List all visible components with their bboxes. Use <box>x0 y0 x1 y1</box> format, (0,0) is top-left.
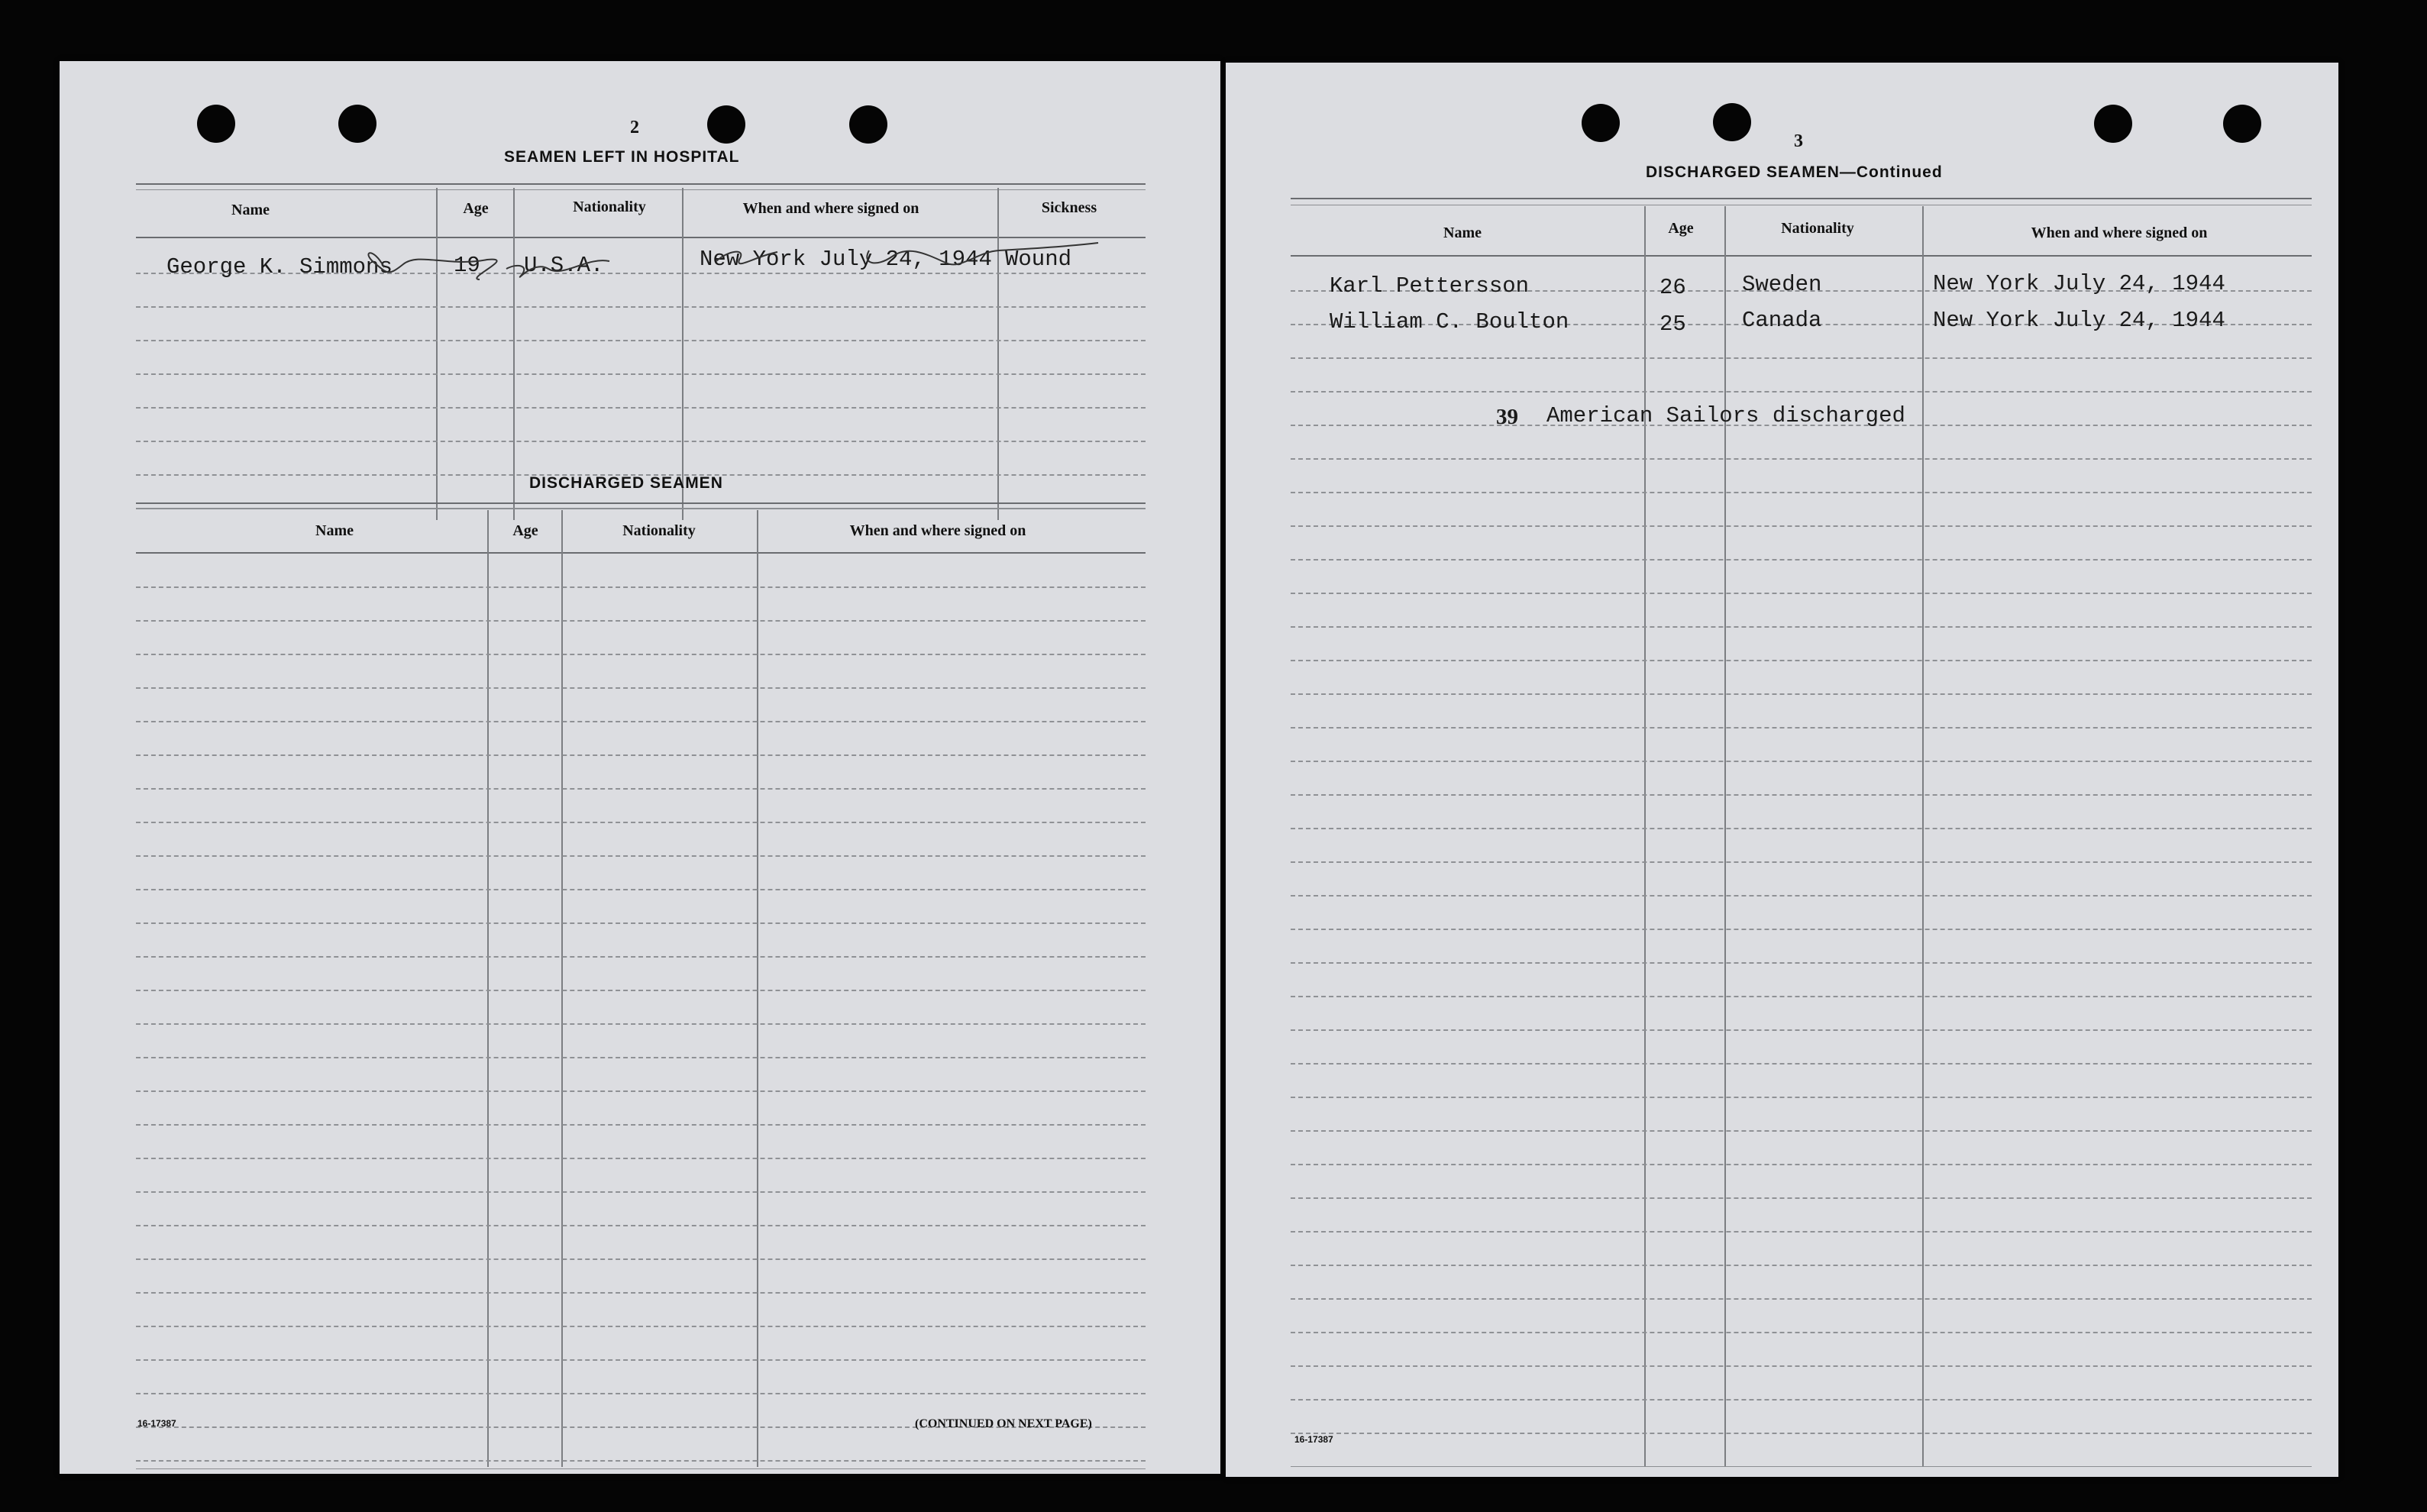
punch-hole <box>338 105 376 143</box>
row-rule <box>136 1393 1146 1394</box>
row-rule <box>136 822 1146 823</box>
discharged-continued-title: DISCHARGED SEAMEN—Continued <box>1646 163 1943 181</box>
row-rule <box>1291 1265 2312 1266</box>
row-rule <box>136 654 1146 655</box>
column-divider <box>1922 206 1924 1466</box>
hospital-row-nationality: U.S.A. <box>524 253 604 278</box>
row-rule <box>136 306 1146 308</box>
discharged-row-signed-on: New York July 24, 1944 <box>1933 308 2225 333</box>
row-rule <box>1291 1029 2312 1031</box>
punch-hole <box>1713 103 1751 141</box>
hospital-row-signed-on: New York July 24, 1944 <box>700 247 992 272</box>
column-header-age: Age <box>463 200 489 217</box>
hospital-row-name: George K. Simmons <box>166 254 393 279</box>
row-rule <box>1291 794 2312 796</box>
row-rule <box>136 1124 1146 1126</box>
column-header-signed-on: When and where signed on <box>2031 225 2208 241</box>
punch-hole <box>2223 105 2261 143</box>
row-rule <box>1291 761 2312 762</box>
column-header-nationality: Nationality <box>1781 220 1854 237</box>
header-underline <box>1291 255 2312 257</box>
column-header-nationality: Nationality <box>573 199 646 215</box>
discharged-row-age: 26 <box>1659 275 1686 300</box>
header-underline <box>136 552 1146 554</box>
row-rule <box>1291 492 2312 493</box>
row-rule <box>136 1090 1146 1092</box>
right-page <box>1226 63 2338 1477</box>
row-rule <box>136 990 1146 991</box>
row-rule <box>1291 1231 2312 1233</box>
left-page <box>60 61 1220 1474</box>
table-top-rule <box>136 189 1146 190</box>
row-rule <box>1291 693 2312 695</box>
row-rule <box>136 441 1146 442</box>
row-rule <box>136 407 1146 409</box>
discharged-row-name: Karl Pettersson <box>1330 273 1530 299</box>
discharged-row-name: William C. Boulton <box>1330 309 1569 334</box>
row-rule <box>1291 929 2312 930</box>
row-rule <box>1291 1433 2312 1434</box>
row-rule <box>136 586 1146 588</box>
hospital-row-age: 19 <box>454 253 480 278</box>
row-rule <box>136 1292 1146 1294</box>
row-rule <box>136 1158 1146 1159</box>
table-top-rule <box>136 502 1146 504</box>
discharged-row-nationality: Canada <box>1742 308 1822 333</box>
row-rule <box>136 754 1146 756</box>
row-rule <box>136 1225 1146 1226</box>
row-rule <box>136 788 1146 790</box>
column-header-name: Name <box>1443 225 1482 241</box>
row-rule <box>1291 1197 2312 1199</box>
punch-hole <box>707 105 745 144</box>
column-divider <box>1644 206 1646 1466</box>
column-header-name: Name <box>315 522 354 539</box>
column-header-name: Name <box>231 202 270 218</box>
continued-note: (CONTINUED ON NEXT PAGE) <box>915 1417 1092 1430</box>
discharged-row-nationality: Sweden <box>1742 272 1822 297</box>
form-number: 16-17387 <box>137 1418 176 1429</box>
row-rule <box>1291 996 2312 997</box>
row-rule <box>1291 1399 2312 1401</box>
row-rule <box>1291 1164 2312 1165</box>
row-rule <box>1291 1298 2312 1300</box>
row-rule <box>1291 626 2312 628</box>
column-header-signed-on: When and where signed on <box>742 200 919 217</box>
row-rule <box>1291 1365 2312 1367</box>
row-rule <box>136 855 1146 857</box>
hospital-section-title: SEAMEN LEFT IN HOSPITAL <box>504 148 740 166</box>
punch-hole <box>849 105 887 144</box>
punch-hole <box>197 105 235 143</box>
row-rule <box>136 1258 1146 1260</box>
row-rule <box>1291 1130 2312 1132</box>
row-rule <box>1291 458 2312 460</box>
column-divider <box>1724 206 1726 1466</box>
discharged-section-title: DISCHARGED SEAMEN <box>529 474 723 492</box>
row-rule <box>1291 828 2312 829</box>
row-rule <box>1291 593 2312 594</box>
row-rule <box>136 340 1146 341</box>
table-bottom-rule <box>136 1468 1146 1469</box>
row-rule <box>136 721 1146 722</box>
row-rule <box>1291 1063 2312 1065</box>
form-number: 16-17387 <box>1294 1434 1333 1445</box>
row-rule <box>136 889 1146 890</box>
column-header-signed-on: When and where signed on <box>849 522 1026 539</box>
row-rule <box>1291 895 2312 897</box>
row-rule <box>1291 1332 2312 1333</box>
column-header-age: Age <box>512 522 538 539</box>
row-rule <box>1291 357 2312 359</box>
page-number: 3 <box>1794 131 1803 151</box>
row-rule <box>1291 727 2312 729</box>
row-rule <box>136 1359 1146 1361</box>
row-rule <box>136 1023 1146 1025</box>
row-rule <box>1291 962 2312 964</box>
row-rule <box>1291 525 2312 527</box>
row-rule <box>1291 559 2312 561</box>
discharged-row-age: 25 <box>1659 312 1686 337</box>
punch-hole <box>2094 105 2132 143</box>
column-header-age: Age <box>1668 220 1694 237</box>
table-bottom-rule <box>1291 1466 2312 1467</box>
note-count: 39 <box>1496 405 1518 429</box>
table-top-rule <box>136 183 1146 185</box>
row-rule <box>136 1057 1146 1058</box>
punch-hole <box>1582 104 1620 142</box>
note-text: American Sailors discharged <box>1546 403 1905 428</box>
row-rule <box>1291 861 2312 863</box>
row-rule <box>136 620 1146 622</box>
discharged-row-signed-on: New York July 24, 1944 <box>1933 271 2225 296</box>
row-rule <box>136 922 1146 924</box>
row-rule <box>1291 391 2312 393</box>
column-header-sickness: Sickness <box>1041 199 1097 216</box>
row-rule <box>1291 660 2312 661</box>
row-rule <box>136 687 1146 689</box>
row-rule <box>136 1191 1146 1193</box>
row-rule <box>136 1326 1146 1327</box>
column-header-nationality: Nationality <box>622 522 696 539</box>
page-number: 2 <box>630 118 639 137</box>
row-rule <box>136 1460 1146 1462</box>
table-top-rule <box>1291 198 2312 199</box>
hospital-row-sickness: Wound <box>1005 247 1072 272</box>
row-rule <box>136 373 1146 375</box>
row-rule <box>1291 1097 2312 1098</box>
row-rule <box>136 956 1146 958</box>
handwritten-annotation <box>289 237 1167 290</box>
